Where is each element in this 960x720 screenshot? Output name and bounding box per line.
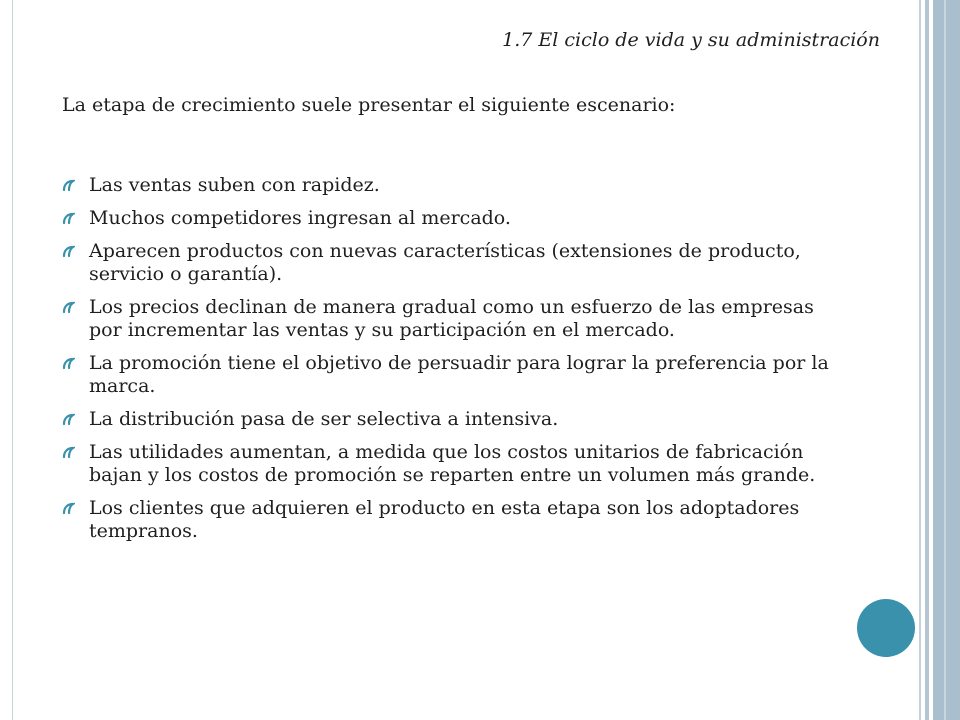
decorative-stripe <box>944 0 946 720</box>
bullet-item <box>62 174 832 197</box>
swirl-bullet-icon <box>62 502 75 515</box>
decorative-stripe <box>919 0 921 720</box>
bullet-text: Los clientes que adquieren el producto en esta etapa son los adoptadores tempranos. <box>89 497 800 542</box>
bullet-text: La promoción tiene el objetivo de persuadir para lograr la preferencia por la marca. <box>89 352 829 397</box>
swirl-bullet-icon <box>62 212 75 225</box>
bullet-item <box>62 207 832 230</box>
bullet-item <box>62 408 832 431</box>
bullet-item <box>62 352 832 398</box>
bullet-text: Muchos competidores ingresan al mercado. <box>89 207 511 229</box>
intro-text: La etapa de crecimiento suele presentar el siguiente escenario: <box>62 94 676 116</box>
bullet-text: Los precios declinan de manera gradual como un esfuerzo de las empresas por incrementar las ventas y su participación en el mercado. <box>89 296 814 341</box>
bullet-text: Aparecen productos con nuevas características (extensiones de producto, servicio o garantía). <box>89 240 801 285</box>
swirl-bullet-icon <box>62 301 75 314</box>
left-divider-line <box>12 0 13 720</box>
decorative-circle <box>857 599 915 657</box>
swirl-bullet-icon <box>62 245 75 258</box>
bullet-item <box>62 296 832 342</box>
bullet-text: Las ventas suben con rapidez. <box>89 174 380 196</box>
slide-title: 1.7 El ciclo de vida y su administración <box>502 29 880 51</box>
decorative-stripe <box>933 0 960 720</box>
swirl-bullet-icon <box>62 357 75 370</box>
bullet-list <box>62 174 832 553</box>
swirl-bullet-icon <box>62 179 75 192</box>
bullet-text: La distribución pasa de ser selectiva a intensiva. <box>89 408 559 430</box>
bullet-item <box>62 497 832 543</box>
bullet-item <box>62 441 832 487</box>
swirl-bullet-icon <box>62 413 75 426</box>
swirl-bullet-icon <box>62 446 75 459</box>
decorative-stripe <box>925 0 929 720</box>
bullet-item <box>62 240 832 286</box>
bullet-text: Las utilidades aumentan, a medida que los costos unitarios de fabricación bajan y los costos de promoción se reparten entre un volumen más grande. <box>89 441 816 486</box>
